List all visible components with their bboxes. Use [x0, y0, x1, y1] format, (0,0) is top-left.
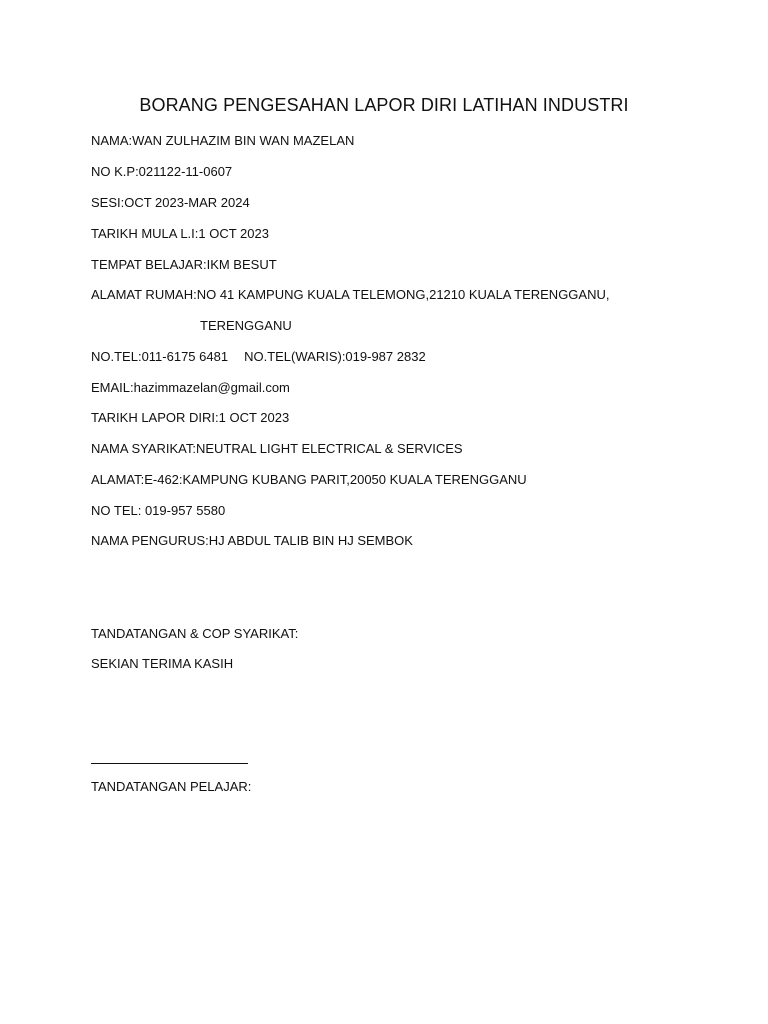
company-signature-label: TANDATANGAN & COP SYARIKAT: [91, 626, 299, 641]
company-name: NAMA SYARIKAT:NEUTRAL LIGHT ELECTRICAL & SERVICES [91, 441, 463, 456]
phone-row [91, 348, 426, 366]
company-phone: NO TEL: 019-957 5580 [91, 503, 226, 518]
page-title: BORANG PENGESAHAN LAPOR DIRI LATIHAN INDUSTRI [139, 95, 629, 115]
company-address: ALAMAT:E-462:KAMPUNG KUBANG PARIT,20050 KUALA TERENGGANU [91, 472, 527, 487]
closing-text: SEKIAN TERIMA KASIH [91, 656, 234, 671]
home-address-line2: TERENGGANU [200, 318, 292, 333]
report-date: TARIKH LAPOR DIRI:1 OCT 2023 [91, 410, 290, 425]
place-of-study: TEMPAT BELAJAR:IKM BESUT [91, 257, 277, 272]
signature-line [91, 763, 248, 764]
session: SESI:OCT 2023-MAR 2024 [91, 195, 250, 210]
manager-name: NAMA PENGURUS:HJ ABDUL TALIB BIN HJ SEMBOK [91, 533, 413, 548]
home-address-line1: ALAMAT RUMAH:NO 41 KAMPUNG KUALA TELEMONG,21210 KUALA TERENGGANU, [91, 287, 610, 302]
phone-number: NO.TEL:011-6175 6481 [91, 349, 229, 364]
student-name: NAMA:WAN ZULHAZIM BIN WAN MAZELAN [91, 133, 355, 148]
start-date: TARIKH MULA L.I:1 OCT 2023 [91, 226, 269, 241]
student-signature-label: TANDATANGAN PELAJAR: [91, 779, 252, 794]
ic-number: NO K.P:021122-11-0607 [91, 164, 233, 179]
guardian-phone-number: NO.TEL(WARIS):019-987 2832 [244, 349, 426, 364]
email: EMAIL:hazimmazelan@gmail.com [91, 380, 290, 395]
